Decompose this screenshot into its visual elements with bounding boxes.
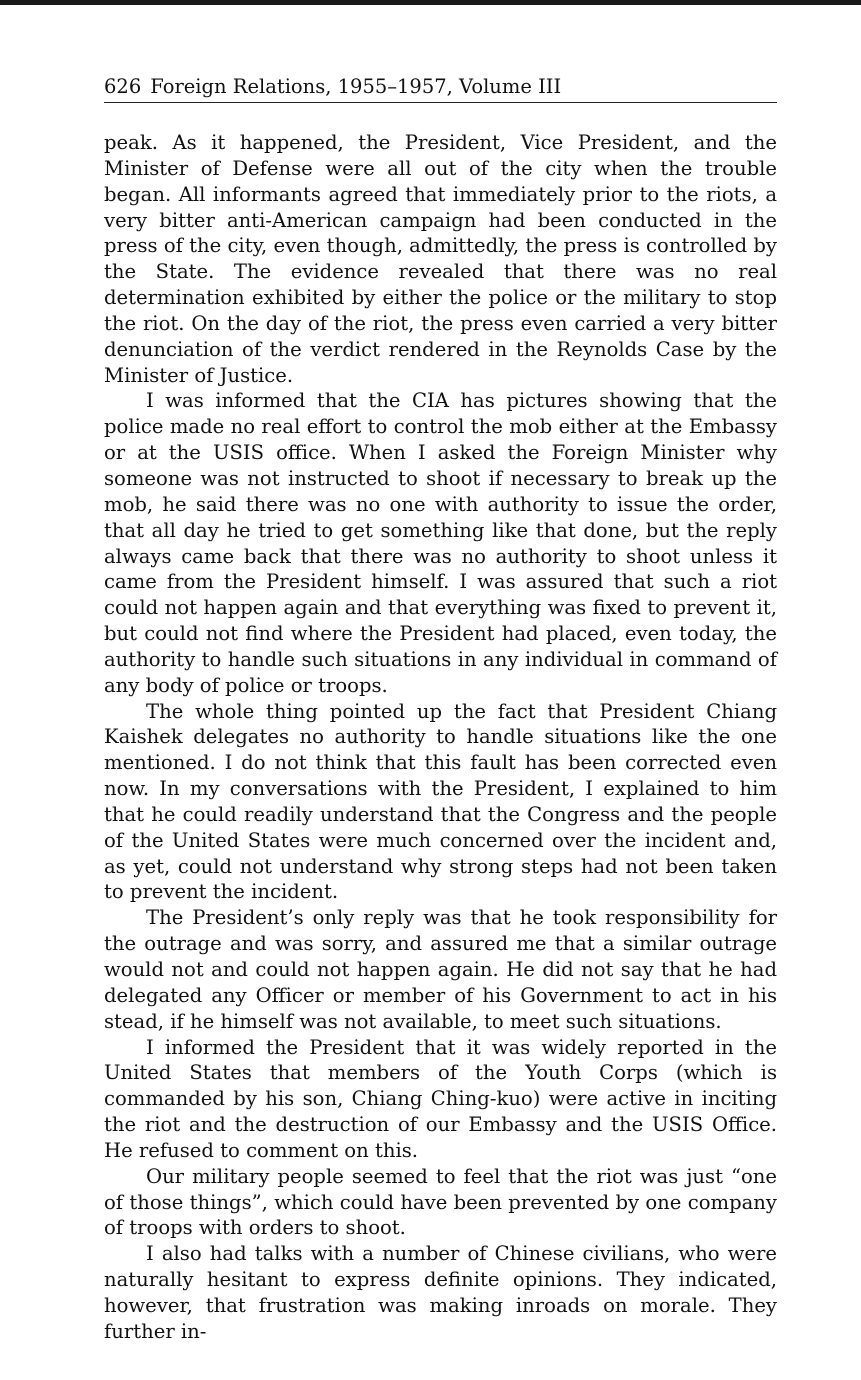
volume-title: Foreign Relations, 1955–1957, Volume III	[150, 75, 562, 98]
paragraph-7: I also had talks with a number of Chinese civilians, who were naturally hesitant to express definite opinions. They indicated, however, that frustration was making inroads on morale. They further in-	[104, 1242, 777, 1343]
paragraph-3: The whole thing pointed up the fact that President Chiang Kaishek delegates no authority to handle situations like the one mentioned. I do not think that this fault has been corrected even now. In my conversations with the President, I explained to him that he could readily understand that the Congress and the people of the United States were much concerned over the incident and, as yet, could not understand why strong steps had not been taken to prevent the incident.	[104, 699, 777, 904]
paragraph-6: Our military people seemed to feel that the riot was just “one of those things”, which could have been prevented by one company of troops with orders to shoot.	[104, 1164, 777, 1240]
paragraph-5: I informed the President that it was widely reported in the United States that members of the Youth Corps (which is commanded by his son, Chiang Ching-kuo) were active in inciting the riot and the destruction of our Embassy and the USIS Office. He refused to comment on this.	[104, 1035, 777, 1162]
page-top-edge	[0, 0, 861, 5]
paragraph-2: I was informed that the CIA has pictures showing that the police made no real effort to control the mob either at the Embassy or at the USIS office. When I asked the Foreign Minister why someone was not instructed to shoot if necessary to break up the mob, he said there was no one with authority to issue the order, that all day he tried to get something like that done, but the reply always came back that there was no authority to shoot unless it came from the President himself. I was assured that such a riot could not happen again and that everything was fixed to prevent it, but could not find where the President had placed, even today, the authority to handle such situations in any individual in command of any body of police or troops.	[104, 389, 777, 697]
running-header	[104, 74, 777, 103]
body-text	[104, 130, 777, 1345]
paragraph-4: The President’s only reply was that he took responsibility for the outrage and was sorry, and assured me that a similar outrage would not and could not happen again. He did not say that he had delegated any Officer or member of his Government to act in his stead, if he himself was not available, to meet such situations.	[104, 906, 777, 1033]
page-number: 626	[104, 75, 142, 98]
paragraph-1: peak. As it happened, the President, Vice President, and the Minister of Defense were all out of the city when the trouble began. All informants agreed that immediately prior to the riots, a very bitter anti-American campaign had been conducted in the press of the city, even though, admittedly, the press is controlled by the State. The evidence revealed that there was no real determination exhibited by either the police or the military to stop the riot. On the day of the riot, the press even carried a very bitter denunciation of the verdict rendered in the Reynolds Case by the Minister of Justice.	[104, 131, 777, 387]
